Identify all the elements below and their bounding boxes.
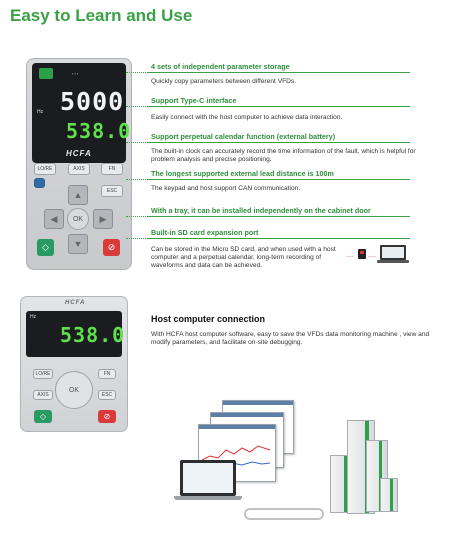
unit-label: Hz xyxy=(30,314,37,320)
keypad-main xyxy=(26,58,132,270)
fn-button[interactable]: FN xyxy=(98,369,116,379)
divider xyxy=(148,142,410,143)
feature-heading-2: Support Type-C interface xyxy=(151,96,237,105)
leader-line xyxy=(126,106,148,108)
axis-button[interactable]: AXIS xyxy=(33,390,53,400)
run-button[interactable]: ◇ xyxy=(34,410,52,423)
fn-button[interactable]: FN xyxy=(101,163,123,175)
feature-heading-3: Support perpetual calendar function (external battery) xyxy=(151,132,336,141)
up-arrow-button[interactable]: ▲ xyxy=(68,185,88,205)
keypad-small xyxy=(20,296,128,432)
leader-line xyxy=(126,72,148,74)
right-arrow-button[interactable]: ▶ xyxy=(93,209,113,229)
display-top-value: 5000 xyxy=(60,87,125,116)
feature-heading-4: The longest supported external lead distance is 100m xyxy=(151,169,334,178)
keypad-display xyxy=(32,63,132,163)
leader-line xyxy=(126,179,148,181)
lo-re-button[interactable]: LO/RE xyxy=(33,369,53,379)
esc-button[interactable]: ESC xyxy=(98,390,116,400)
left-arrow-button[interactable]: ◀ xyxy=(44,209,64,229)
divider xyxy=(148,238,410,239)
feature-text-2: Easily connect with the host computer to achieve data interaction. xyxy=(151,114,343,121)
run-button[interactable]: ◇ xyxy=(37,239,54,256)
feature-text-6: Can be stored in the Micro SD card, and when used with a host computer and a perpetual calendar, long-term recording of waveforms and data can be achieved. xyxy=(151,246,336,269)
feature-text-1: Quickly copy parameters between different VFDs. xyxy=(151,78,297,85)
stop-button[interactable]: ⊘ xyxy=(98,410,116,423)
feature-text-4: The keypad and host support CAN communication. xyxy=(151,185,301,192)
ok-button[interactable]: OK xyxy=(55,371,93,409)
esc-button[interactable]: ESC xyxy=(101,185,123,197)
m-key-button[interactable] xyxy=(34,178,45,188)
section-heading: Host computer connection xyxy=(151,314,266,324)
page-title: Easy to Learn and Use xyxy=(10,6,193,25)
divider xyxy=(148,72,410,73)
leader-line xyxy=(126,216,148,218)
display-bottom-value: 538.0 xyxy=(66,119,132,143)
svg-text:‥‥: ‥‥ xyxy=(346,252,355,259)
lo-re-button[interactable]: LO/RE xyxy=(34,163,56,175)
ok-button[interactable]: OK xyxy=(67,208,89,230)
svg-text:‥‥: ‥‥ xyxy=(368,252,377,259)
feature-heading-6: Built-in SD card expansion port xyxy=(151,228,259,237)
leader-line xyxy=(126,142,148,144)
leader-line xyxy=(126,238,148,240)
divider xyxy=(148,106,410,107)
feature-text-3: The built-in clock can accurately record the time information of the fault, which is helpful for problem analysis and precise positioning. xyxy=(151,148,416,163)
usb-cable-icon xyxy=(244,508,324,520)
feature-heading-5: With a tray, it can be installed independently on the cabinet door xyxy=(151,206,371,215)
unit-label: Hz xyxy=(37,109,44,115)
brand-label: HCFA xyxy=(66,149,92,158)
brand-label: HCFA xyxy=(65,300,86,306)
stop-button[interactable]: ⊘ xyxy=(103,239,120,256)
feature-heading-1: 4 sets of independent parameter storage xyxy=(151,62,290,71)
display-value: 538.0 xyxy=(60,323,126,347)
down-arrow-button[interactable]: ▼ xyxy=(68,234,88,254)
indicator-leds: ▪ ▪ ▪ xyxy=(72,71,79,76)
vfd-drive-icon xyxy=(380,478,398,512)
keypad-small-display xyxy=(26,311,126,357)
sd-card-transfer-icon xyxy=(346,243,412,267)
brand-logo-icon xyxy=(39,68,53,79)
divider xyxy=(148,179,410,180)
divider xyxy=(148,216,410,217)
section-text: With HCFA host computer software, easy to save the VFDs data monitoring machine , view and modify parameters, and facilitate on-site debugging. xyxy=(151,331,430,346)
axis-button[interactable]: AXIS xyxy=(68,163,90,175)
